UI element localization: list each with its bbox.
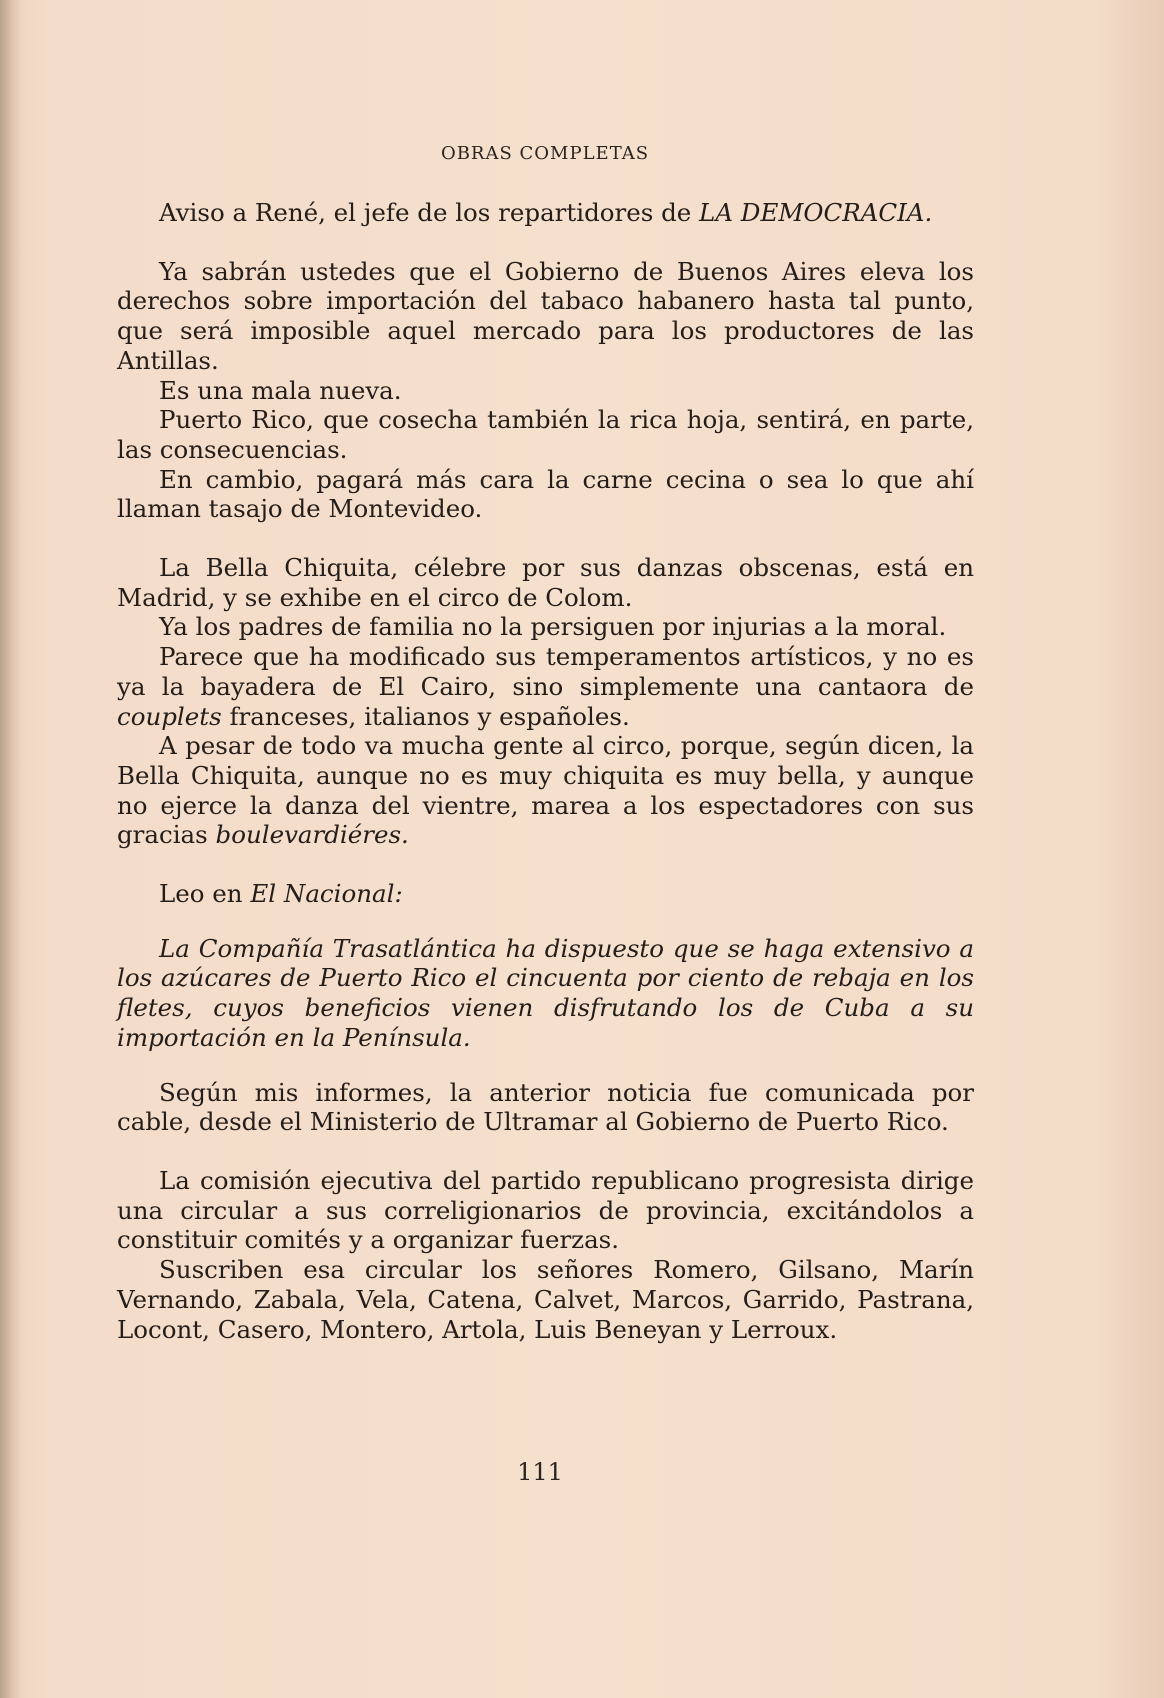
paragraph-text: Parece que ha modificado sus temperamentos artísticos, y no es ya la bayadera de El Cairo, sino simplemente una cantaora de <box>117 642 974 701</box>
paragraph-circo <box>117 731 974 850</box>
paragraph-temperamentos <box>117 642 974 731</box>
paragraph-tasajo: En cambio, pagará más cara la carne cecina o sea lo que ahí llaman tasajo de Montevideo. <box>117 464 974 524</box>
paragraph-leo-en <box>117 879 974 909</box>
paragraph-padres: Ya los padres de familia no la persiguen por injurias a la moral. <box>159 612 947 642</box>
paragraph-bad-news: Es una mala nueva. <box>159 375 402 405</box>
paragraph-text: Aviso a René, el jefe de los repartidores de <box>159 198 700 227</box>
paragraph-quote <box>117 934 974 1053</box>
paragraph-suscriben: Suscriben esa circular los señores Romero, Gilsano, Marín Vernando, Zabala, Vela, Catena, Calvet, Marcos, Garrido, Pastrana, Locont, Casero, Montero, Artola, Luis Beneyan y Lerroux. <box>117 1255 974 1344</box>
page-text <box>117 198 974 1344</box>
paragraph-text: franceses, italianos y españoles. <box>221 701 630 731</box>
paragraph-tobacco: Ya sabrán ustedes que el Gobierno de Buenos Aires eleva los derechos sobre importación del tabaco habanero hasta tal punto, que será imposible aquel mercado para los productores de las Antillas. <box>117 256 974 375</box>
page-number: 111 <box>517 1458 563 1486</box>
paragraph-text: Leo en <box>159 879 251 909</box>
italic-word: couplets <box>117 701 222 731</box>
paragraph-notice <box>117 198 974 228</box>
paragraph-bella-chiquita: La Bella Chiquita, célebre por sus danzas obscenas, está en Madrid, y se exhibe en el circo de Colom. <box>117 553 974 612</box>
paragraph-comision: La comisión ejecutiva del partido republicano progresista dirige una circular a sus correligionarios de provincia, excitándolos a constituir comités y a organizar fuerzas. <box>117 1165 974 1255</box>
paragraph-puerto-rico: Puerto Rico, que cosecha también la rica hoja, sentirá, en parte, las consecuencias. <box>117 405 974 464</box>
newspaper-title: LA DEMOCRACIA. <box>699 198 933 227</box>
newspaper-title: El Nacional: <box>250 879 403 909</box>
italic-word: boulevardiéres. <box>215 820 409 850</box>
quoted-text: La Compañía Trasatlántica ha dispuesto que se haga extensivo a los azúcares de Puerto Rico el cincuenta por ciento de rebaja en los fletes, cuyos beneficios vienen disfrutando los de Cuba a su importación en la Península. <box>117 933 974 1052</box>
paragraph-informes: Según mis informes, la anterior noticia fue comunicada por cable, desde el Ministerio de Ultramar al Gobierno de Puerto Rico. <box>117 1077 974 1137</box>
running-head: OBRAS COMPLETAS <box>440 143 650 164</box>
paragraph-text: A pesar de todo va mucha gente al circo, porque, según dicen, la Bella Chiquita, aunque no es muy chiquita es muy bella, y aunque no ejerce la danza del vientre, marea a los espectadores con sus gracias <box>117 731 974 850</box>
